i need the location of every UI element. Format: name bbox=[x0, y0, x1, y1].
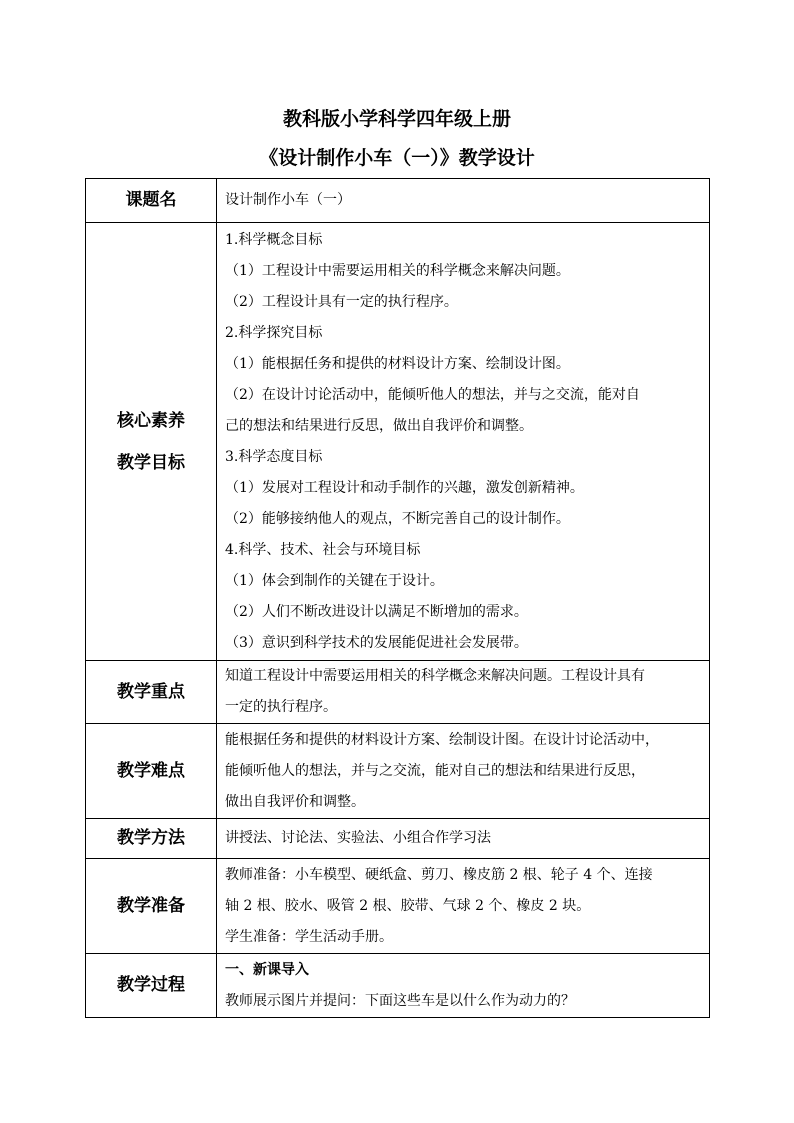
goal-item: （2）工程设计具有一定的执行程序。 bbox=[225, 293, 458, 310]
preparation-line: 教师准备：小车模型、硬纸盒、剪刀、橡皮筋 2 根、轮子 4 个、连接 bbox=[225, 866, 653, 883]
value-preparation bbox=[217, 859, 710, 954]
process-line: 教师展示图片并提问：下面这些车是以什么作为动力的？ bbox=[225, 992, 575, 1009]
label-difficulties: 教学难点 bbox=[86, 724, 217, 819]
value-topic bbox=[217, 179, 710, 223]
row-goals bbox=[86, 223, 710, 661]
goal-heading: 1.科学概念目标 bbox=[225, 231, 323, 248]
goal-item: （2）在设计讨论活动中，能倾听他人的想法，并与之交流，能对自 bbox=[225, 386, 640, 403]
goal-item: （1）体会到制作的关键在于设计。 bbox=[225, 572, 444, 589]
value-process bbox=[217, 954, 710, 1018]
goal-item: （2）人们不断改进设计以满足不断增加的需求。 bbox=[225, 603, 528, 620]
difficulties-line: 能倾听他人的想法，并与之交流，能对自己的想法和结果进行反思， bbox=[225, 762, 645, 779]
key-points-line: 知道工程设计中需要运用相关的科学概念来解决问题。工程设计具有 bbox=[225, 668, 645, 684]
row-process bbox=[86, 954, 710, 1018]
value-goals bbox=[217, 223, 710, 661]
row-difficulties bbox=[86, 724, 710, 819]
label-preparation: 教学准备 bbox=[86, 859, 217, 954]
goal-item: （1）发展对工程设计和动手制作的兴趣，激发创新精神。 bbox=[225, 479, 584, 496]
goal-heading: 3.科学态度目标 bbox=[225, 448, 323, 465]
label-goals-line1: 核心素养 bbox=[117, 410, 185, 431]
label-goals bbox=[86, 223, 217, 661]
key-points-line: 一定的执行程序。 bbox=[225, 699, 337, 715]
goal-heading: 2.科学探究目标 bbox=[225, 324, 323, 341]
document-title: 教科版小学科学四年级上册 bbox=[282, 108, 511, 130]
difficulties-line: 做出自我评价和调整。 bbox=[225, 793, 365, 810]
goal-item: （3）意识到科学技术的发展能促进社会发展带。 bbox=[225, 634, 528, 651]
goal-item: （1）工程设计中需要运用相关的科学概念来解决问题。 bbox=[225, 262, 570, 279]
row-key-points bbox=[86, 661, 710, 724]
topic-text: 设计制作小车（一） bbox=[225, 192, 351, 208]
preparation-line: 学生准备：学生活动手册。 bbox=[225, 928, 393, 945]
label-key-points: 教学重点 bbox=[86, 661, 217, 724]
label-process: 教学过程 bbox=[86, 954, 217, 1018]
preparation-line: 轴 2 根、胶水、吸管 2 根、胶带、气球 2 个、橡皮 2 块。 bbox=[225, 897, 591, 914]
methods-text: 讲授法、讨论法、实验法、小组合作学习法 bbox=[225, 830, 491, 846]
label-topic: 课题名 bbox=[86, 179, 217, 223]
process-heading: 一、新课导入 bbox=[225, 961, 309, 978]
lesson-plan-table bbox=[85, 178, 710, 1018]
label-goals-line2: 教学目标 bbox=[117, 452, 185, 473]
value-difficulties bbox=[217, 724, 710, 819]
goal-heading: 4.科学、技术、社会与环境目标 bbox=[225, 541, 421, 558]
row-topic bbox=[86, 179, 710, 223]
document-subtitle: 《设计制作小车（一）》教学设计 bbox=[259, 147, 535, 169]
goal-item-continued: 己的想法和结果进行反思，做出自我评价和调整。 bbox=[225, 417, 533, 434]
row-preparation bbox=[86, 859, 710, 954]
value-key-points bbox=[217, 661, 710, 724]
row-methods bbox=[86, 819, 710, 859]
label-methods: 教学方法 bbox=[86, 819, 217, 859]
difficulties-line: 能根据任务和提供的材料设计方案、绘制设计图。在设计讨论活动中， bbox=[225, 731, 659, 748]
value-methods bbox=[217, 819, 710, 859]
goal-item: （1）能根据任务和提供的材料设计方案、绘制设计图。 bbox=[225, 355, 570, 372]
goal-item: （2）能够接纳他人的观点，不断完善自己的设计制作。 bbox=[225, 510, 570, 527]
